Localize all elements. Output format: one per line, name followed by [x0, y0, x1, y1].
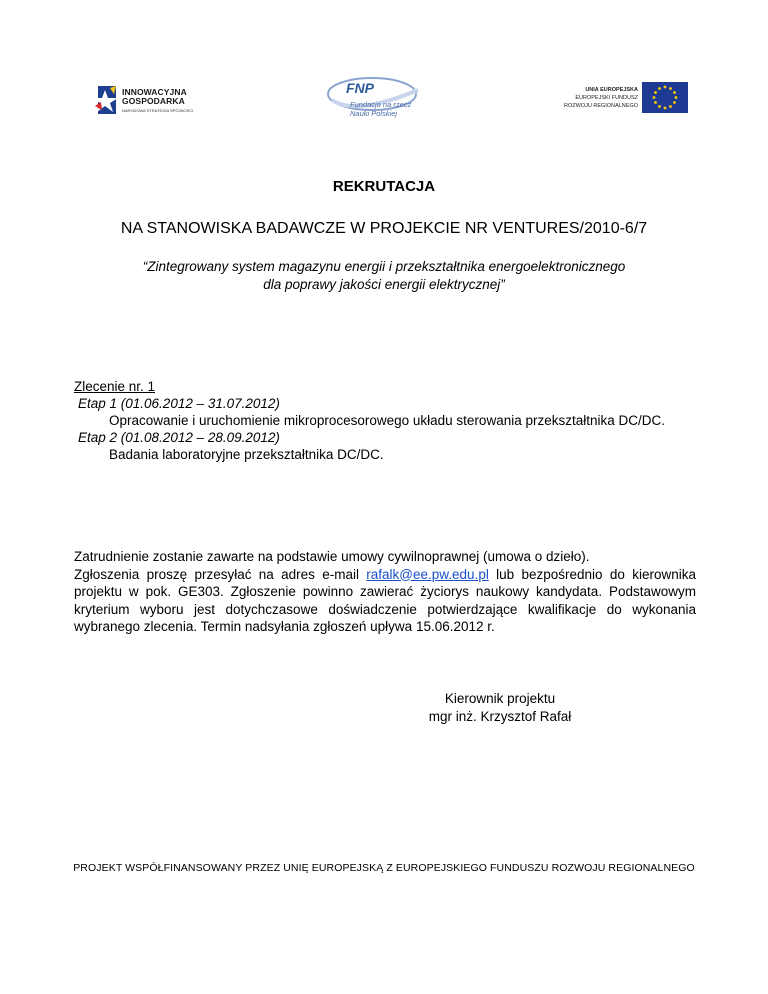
order-section	[74, 378, 696, 463]
application-text-after-email: lub bezpośrednio do kierownika projektu w pok. GE303. Zgłoszenie powinno zawierać życiorys naukowy kandydata. Podstawowym kryterium wyboru jest dotychczasowe doświadczenie potwierdzające kwalifikacje do wykonania wybranego zlecenia. Termin nadsyłania zgłoszeń upływa 15.06.2012 r.	[74, 566, 696, 634]
fnp-line-1: Fundacja na rzecz	[350, 100, 412, 109]
stage-1-title: Etap 1 (01.06.2012 – 31.07.2012)	[78, 396, 280, 411]
employment-note: Zatrudnienie zostanie zawarte na podstawie umowy cywilnoprawnej (umowa o dzieło).	[74, 549, 590, 564]
stage-1-description: Opracowanie i uruchomienie mikroprocesorowego układu sterowania przekształtnika DC/DC.	[109, 413, 665, 428]
info-section	[74, 548, 696, 636]
document-title: REKRUTACJA	[332, 178, 436, 195]
eu-line-1: UNIA EUROPEJSKA	[585, 87, 638, 93]
project-name	[0, 258, 768, 294]
logo-line-1: INNOWACYJNA	[122, 87, 187, 97]
contact-email-link[interactable]: rafalk@ee.pw.edu.pl	[366, 566, 489, 582]
eu-logo	[550, 82, 688, 114]
fnp-line-2: Nauki Polskiej	[350, 109, 398, 118]
stage-2-title: Etap 2 (01.08.2012 – 28.09.2012)	[78, 430, 280, 445]
application-paragraph	[74, 566, 696, 636]
project-name-line-1: “Zintegrowany system magazynu energii i przekształtnika energoelektronicznego	[142, 259, 626, 274]
stage-2-description: Badania laboratoryjne przekształtnika DC/DC.	[109, 447, 384, 462]
logo-line-2: GOSPODARKA	[122, 96, 185, 106]
eu-flag-icon	[642, 82, 688, 113]
cofinancing-footer: PROJEKT WSPÓŁFINANSOWANY PRZEZ UNIĘ EUROPEJSKĄ Z EUROPEJSKIEGO FUNDUSZU ROZWOJU REGIONALNEGO	[73, 862, 695, 874]
eu-line-3: ROZWOJU REGIONALNEGO	[564, 103, 638, 109]
logo-subtext: NARODOWA STRATEGIA SPÓJNOŚCI	[122, 108, 194, 113]
signature-block	[400, 690, 600, 726]
fnp-abbreviation: FNP	[346, 80, 374, 96]
order-label: Zlecenie nr. 1	[74, 379, 156, 394]
application-text-before-email: Zgłoszenia proszę przesyłać na adres e-mail	[74, 566, 367, 582]
eu-line-2: EUROPEJSKI FUNDUSZ	[575, 95, 638, 101]
star-icon	[92, 84, 120, 116]
innowacyjna-gospodarka-logo	[92, 84, 212, 116]
signature-name: mgr inż. Krzysztof Rafał	[428, 709, 572, 724]
fnp-logo	[326, 72, 426, 124]
project-name-line-2: dla poprawy jakości energii elektrycznej”	[263, 277, 505, 292]
signature-role: Kierownik projektu	[444, 691, 556, 706]
document-subtitle: NA STANOWISKA BADAWCZE W PROJEKCIE NR VENTURES/2010-6/7	[120, 220, 648, 237]
